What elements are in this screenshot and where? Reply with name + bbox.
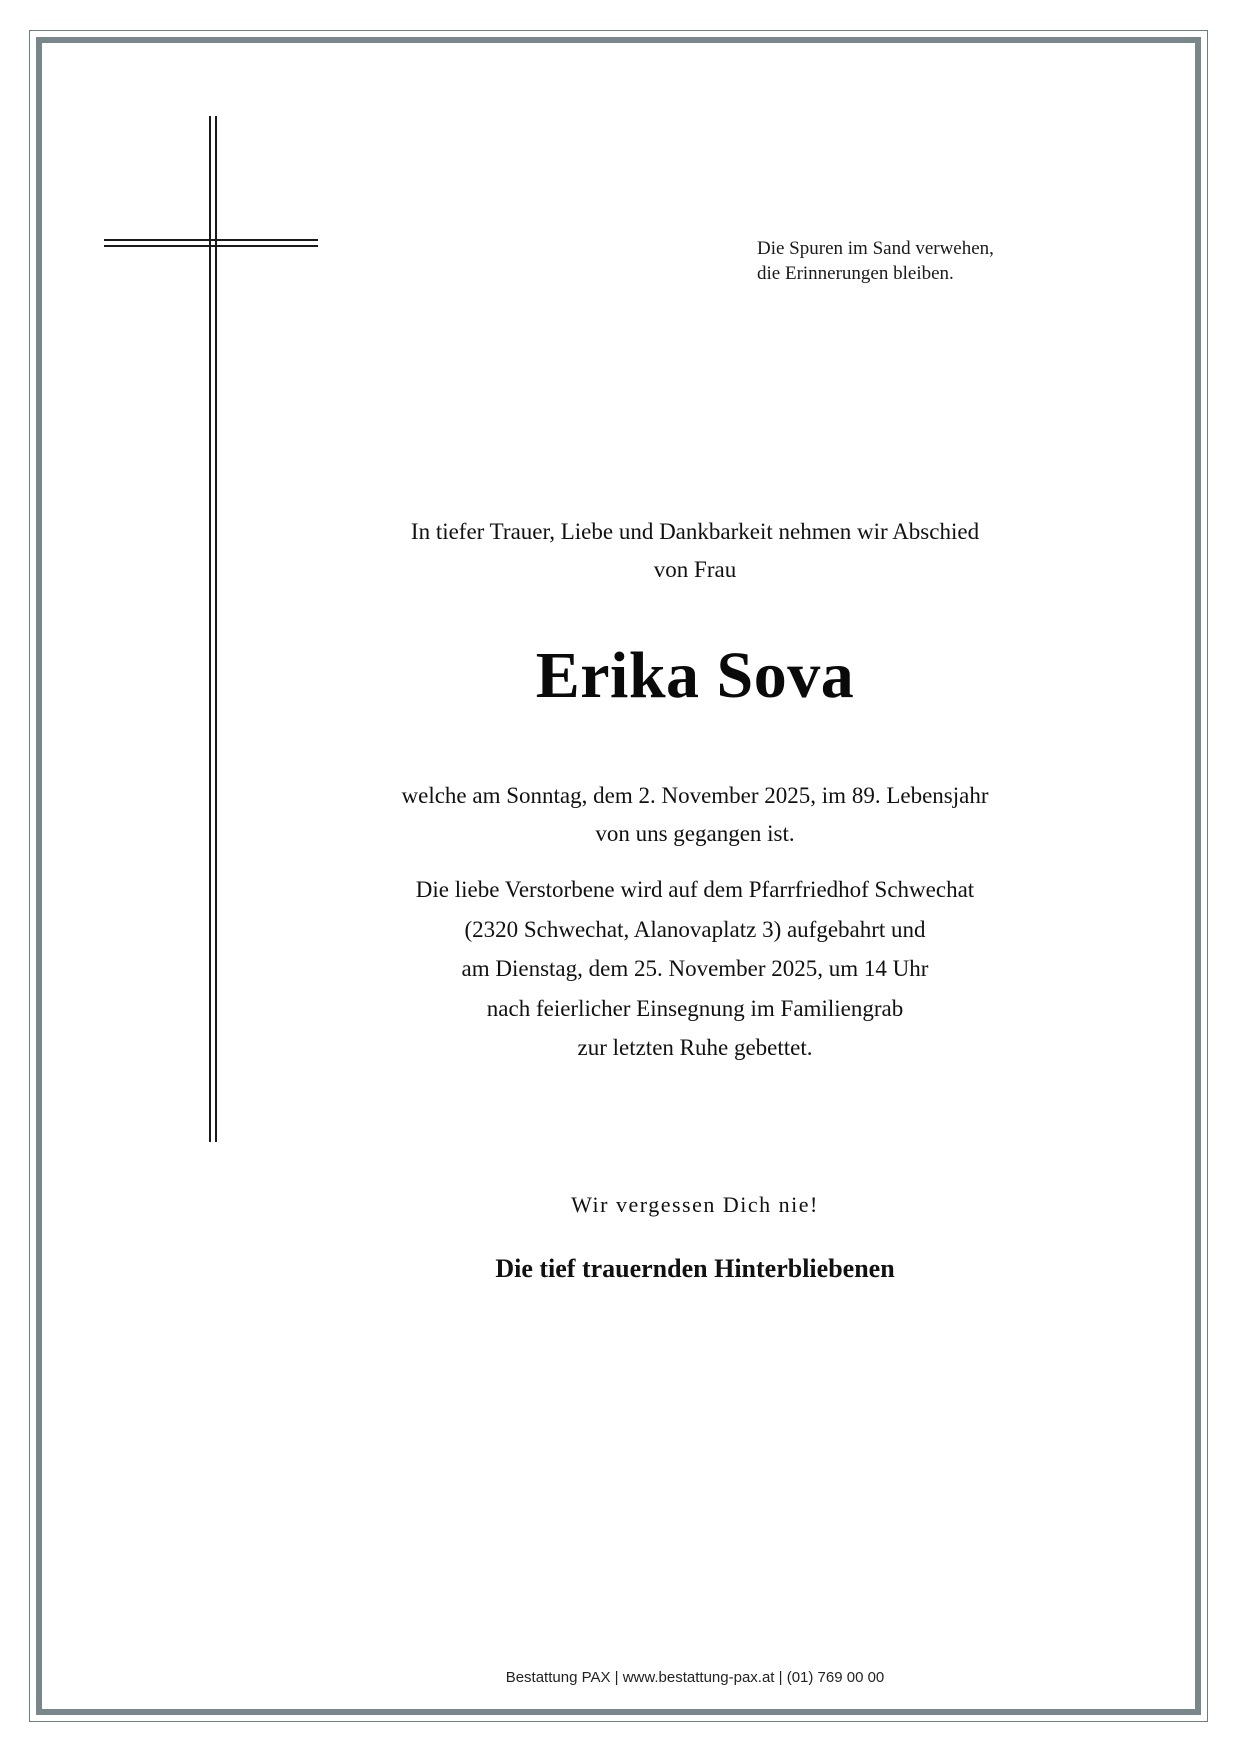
funeral-notice-line: zur letzten Ruhe gebettet.	[577, 1035, 813, 1060]
cross-icon	[104, 116, 318, 1142]
intro-line: von Frau	[653, 557, 737, 582]
funeral-notice	[330, 870, 1060, 1068]
death-notice-line: welche am Sonntag, dem 2. November 2025, im 89. Lebensjahr	[401, 783, 989, 808]
funeral-notice-line: (2320 Schwechat, Alanovaplatz 3) aufgebahrt und	[464, 916, 926, 942]
signature: Die tief trauernden Hinterbliebenen	[495, 1254, 895, 1283]
epigraph-line: Die Spuren im Sand verwehen,	[757, 238, 994, 259]
footer-contact: Bestattung PAX | www.bestattung-pax.at | (01) 769 00 00	[505, 1669, 885, 1686]
death-notice	[330, 777, 1060, 853]
funeral-notice-line: nach feierlicher Einsegnung im Familiengrab	[486, 995, 904, 1021]
intro-text	[330, 513, 1060, 589]
motto: Wir vergessen Dich nie!	[571, 1192, 819, 1217]
funeral-notice-line: am Dienstag, dem 25. November 2025, um 14 Uhr	[461, 956, 929, 981]
funeral-notice-line: Die liebe Verstorbene wird auf dem Pfarrfriedhof Schwechat	[415, 877, 975, 902]
death-notice-line: von uns gegangen ist.	[595, 821, 795, 846]
epigraph-line: die Erinnerungen bleiben.	[757, 263, 954, 284]
epigraph	[757, 236, 1097, 286]
deceased-name: Erika Sova	[535, 639, 855, 712]
intro-line: In tiefer Trauer, Liebe und Dankbarkeit nehmen wir Abschied	[410, 519, 980, 544]
